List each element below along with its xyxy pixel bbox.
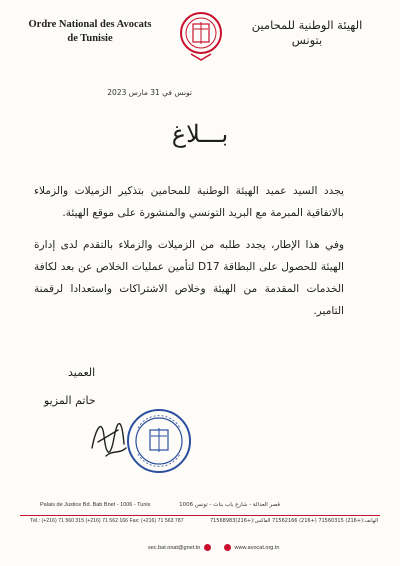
header-french [20, 18, 160, 46]
official-stamp-icon [126, 408, 192, 474]
footer-website-text: www.avocat.org.tn [234, 544, 280, 551]
paragraph-2: وفي هذا الإطار، يجدد طلبه من الزميلات والزملاء بالتقدم لدى إدارة الهيئة للحصول على البطاقة D17 لتأمين عمليات الخلاص عن بعد لكافة الخدمات المقدمة من الهيئة وخلاص الاشتراكات واستعدادا لرقمنة التامير. [34, 239, 344, 317]
footer-phone-arabic: الهاتف:(+216) 71560315 (+216) 71562166 الفاكس:(+216)71568983 [209, 518, 378, 524]
document-date: تونس في 31 مارس 2023 [107, 88, 192, 97]
footer-divider [20, 515, 380, 516]
footer-address-french: Palais de Justice Bd. Bab Bnet - 1006 - Tunis [40, 502, 151, 508]
email-icon [204, 544, 211, 551]
header-french-line1: Ordre National des Avocats [28, 19, 152, 30]
globe-icon [224, 544, 231, 551]
footer-email-text: sec.bat.onat@gnet.tn [148, 544, 201, 551]
signature-name: حاتم المزيو [44, 394, 96, 407]
header-arabic-line2: بتونس [291, 33, 323, 47]
paragraph-1: يجدد السيد عميد الهيئة الوطنية للمحامين بتذكير الزميلات والزملاء بالاتفاقية المبرمة مع البريد التونسي والمنشورة على موقع الهيئة. [34, 185, 344, 219]
document-body [34, 180, 366, 332]
header-french-line2: de Tunisie [67, 33, 113, 44]
bar-association-logo-icon [178, 8, 224, 66]
footer-phone-french: Tél.: (+216) 71 560 315 (+216) 71 562 166 Fax: (+216) 71 563 787 [30, 518, 184, 524]
footer-website[interactable] [222, 544, 279, 551]
header-arabic [232, 18, 382, 48]
document-title: بـــلاغ [171, 120, 229, 148]
footer-email[interactable] [148, 544, 213, 551]
header-arabic-line1: الهيئة الوطنية للمحامين [251, 18, 363, 32]
footer-address-arabic: قصر العدالة - شارع باب بنات - تونس 1006 [179, 502, 280, 508]
signature-title: العميد [68, 366, 96, 379]
